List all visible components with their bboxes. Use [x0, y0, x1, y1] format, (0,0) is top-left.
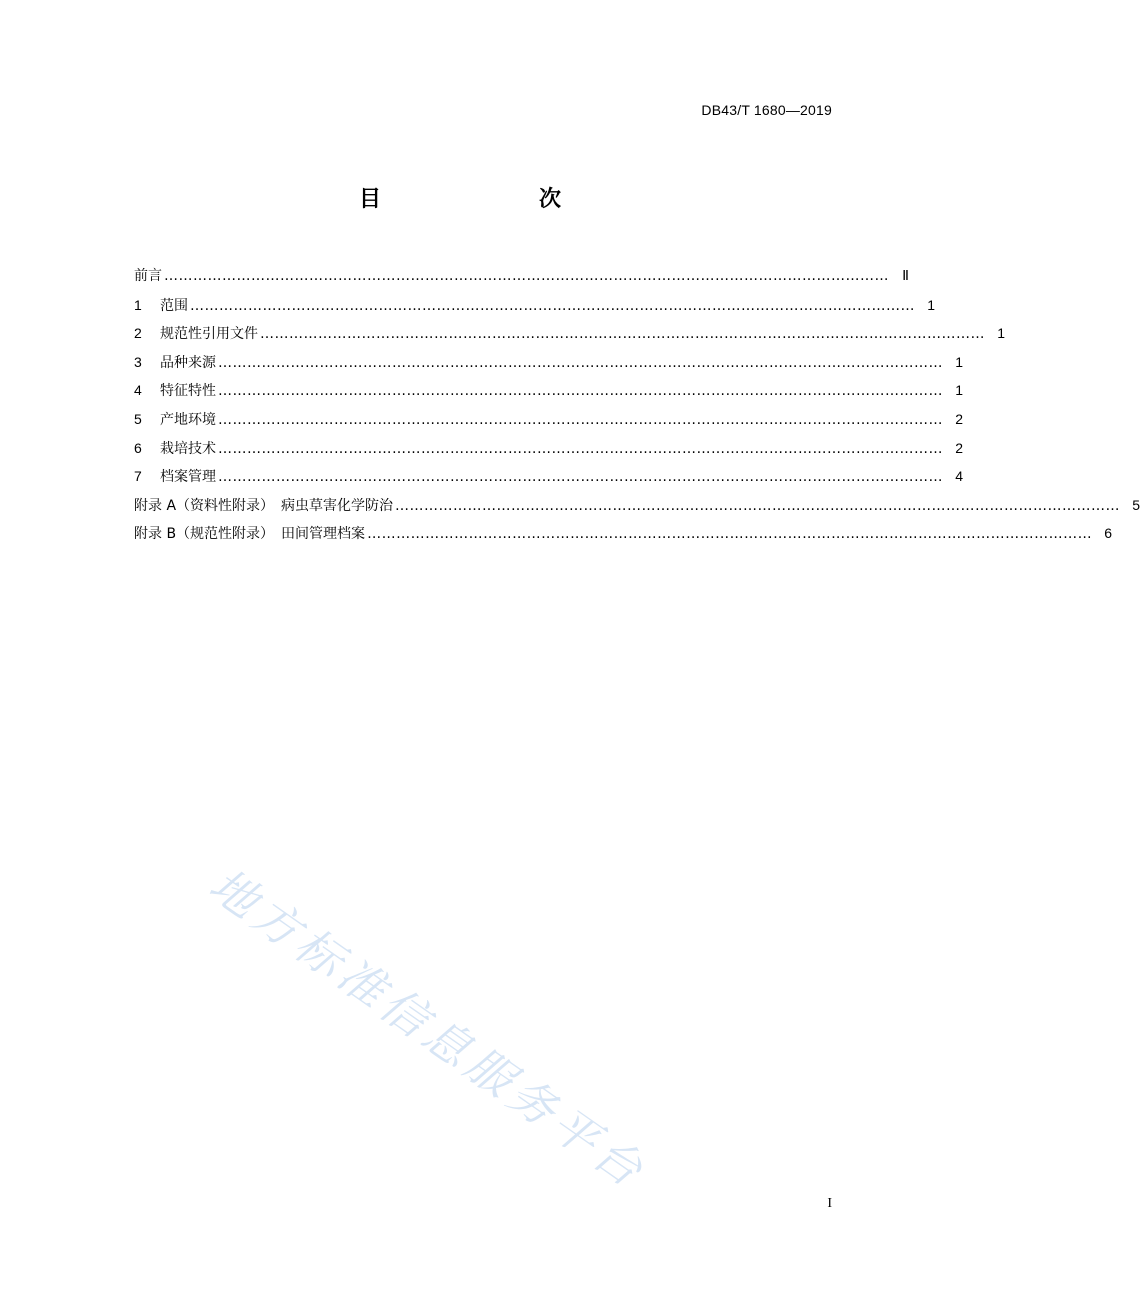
toc-entry-number: 5: [134, 410, 142, 427]
toc-entry-label: 特征特性: [160, 383, 216, 400]
toc-entry-label: 档案管理: [160, 469, 216, 486]
toc-entry-number: 6: [134, 439, 142, 456]
toc-leader-dots: ……………………………………………………………………………………………………………………………………: [218, 383, 943, 400]
toc-entry-normative-references[interactable]: [134, 319, 1005, 348]
standard-code: DB43/T 1680—2019: [701, 102, 832, 118]
toc-entry-number: 2: [134, 325, 142, 342]
toc-entry-label: 产地环境: [160, 411, 216, 428]
toc-entry-number: 3: [134, 353, 142, 370]
toc-leader-dots: ……………………………………………………………………………………………………………………………………: [190, 297, 915, 314]
toc-entry-variety-source[interactable]: [134, 348, 963, 377]
table-of-contents: [134, 262, 1140, 548]
toc-entry-appendix-b[interactable]: [134, 519, 1113, 548]
toc-entry-environment[interactable]: [134, 405, 963, 434]
toc-entry-page: 4: [955, 468, 963, 485]
toc-entry-label: 栽培技术: [160, 440, 216, 457]
toc-entry-appendix-a[interactable]: [134, 491, 1140, 520]
toc-leader-dots: ……………………………………………………………………………………………………………………………………: [164, 268, 889, 284]
toc-entry-page: 2: [955, 439, 963, 456]
toc-leader-dots: ……………………………………………………………………………………………………………………………………: [218, 469, 943, 486]
toc-entry-label: 前言: [134, 268, 162, 284]
toc-entry-page: 1: [997, 325, 1005, 342]
toc-entry-records[interactable]: [134, 462, 963, 491]
toc-leader-dots: ……………………………………………………………………………………………………………………………………: [218, 440, 943, 457]
toc-entry-label: 规范性引用文件: [160, 326, 258, 343]
toc-entry-number: 4: [134, 382, 142, 399]
page-number: I: [827, 1196, 832, 1211]
watermark: 地方标准信息服务平台: [199, 857, 657, 1200]
toc-entry-label: 范围: [160, 297, 188, 314]
toc-entry-number: 7: [134, 468, 142, 485]
toc-entry-label: 附录 A（资料性附录） 病虫草害化学防治: [134, 497, 394, 514]
toc-entry-foreword[interactable]: [134, 262, 909, 291]
toc-entry-page: 1: [955, 353, 963, 370]
toc-leader-dots: ……………………………………………………………………………………………………………………………………: [395, 497, 1121, 514]
page-title: 目 次: [358, 187, 599, 212]
toc-entry-page: 6: [1104, 525, 1113, 542]
toc-entry-scope[interactable]: [134, 291, 935, 320]
toc-entry-page: 1: [955, 382, 963, 399]
toc-entry-label: 附录 B（规范性附录） 田间管理档案: [134, 526, 366, 543]
toc-entry-page: 1: [927, 296, 935, 313]
toc-leader-dots: ……………………………………………………………………………………………………………………………………: [260, 326, 985, 343]
toc-entry-page: Ⅱ: [902, 269, 909, 284]
toc-leader-dots: ……………………………………………………………………………………………………………………………………: [367, 526, 1093, 543]
toc-entry-cultivation[interactable]: [134, 434, 963, 463]
toc-entry-number: 1: [134, 296, 142, 313]
toc-entry-characteristics[interactable]: [134, 376, 963, 405]
toc-entry-page: 5: [1132, 496, 1140, 513]
toc-leader-dots: ……………………………………………………………………………………………………………………………………: [218, 354, 943, 371]
toc-leader-dots: ……………………………………………………………………………………………………………………………………: [218, 411, 943, 428]
toc-entry-label: 品种来源: [160, 354, 216, 371]
toc-entry-page: 2: [955, 410, 963, 427]
